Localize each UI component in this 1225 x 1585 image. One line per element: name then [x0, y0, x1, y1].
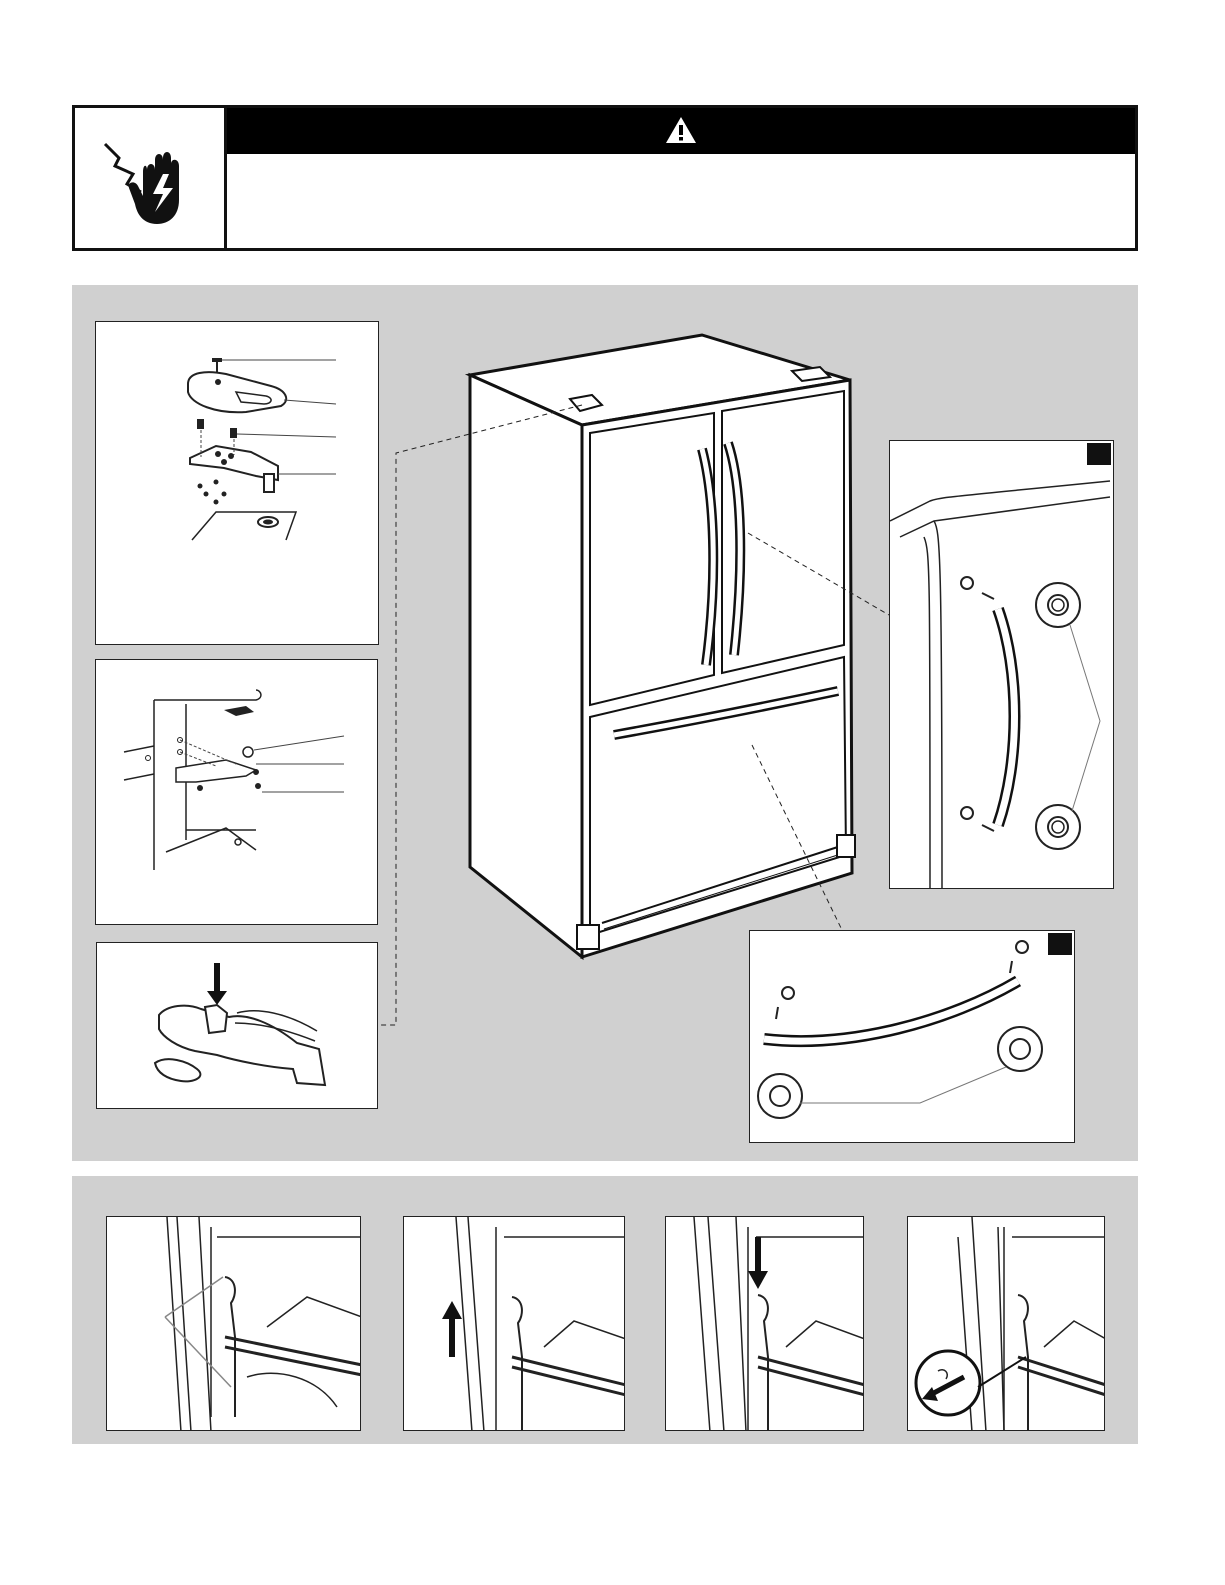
door-handle-diagram: [889, 440, 1114, 889]
warning-text-area: [227, 154, 1135, 248]
top-hinge-diagram: [95, 321, 379, 645]
door-removal-panel: [72, 285, 1138, 1161]
drawer-removal-panel: [72, 1176, 1138, 1444]
drawer-handle-diagram: [749, 930, 1075, 1143]
warning-box: [72, 105, 1138, 251]
drawer-step-1-diagram: [106, 1216, 361, 1431]
warning-symbol-cell: [75, 108, 227, 248]
refrigerator-illustration: [452, 325, 872, 965]
warning-triangle-icon: [665, 116, 697, 144]
drawer-step-4-diagram: [907, 1216, 1105, 1431]
warning-banner: [227, 108, 1135, 154]
cabinet-hinge-diagram: [95, 659, 378, 925]
electrical-shock-hand-icon: [75, 108, 225, 248]
wire-connector-diagram: [96, 942, 378, 1109]
drawer-step-2-diagram: [403, 1216, 625, 1431]
drawer-step-3-diagram: [665, 1216, 864, 1431]
